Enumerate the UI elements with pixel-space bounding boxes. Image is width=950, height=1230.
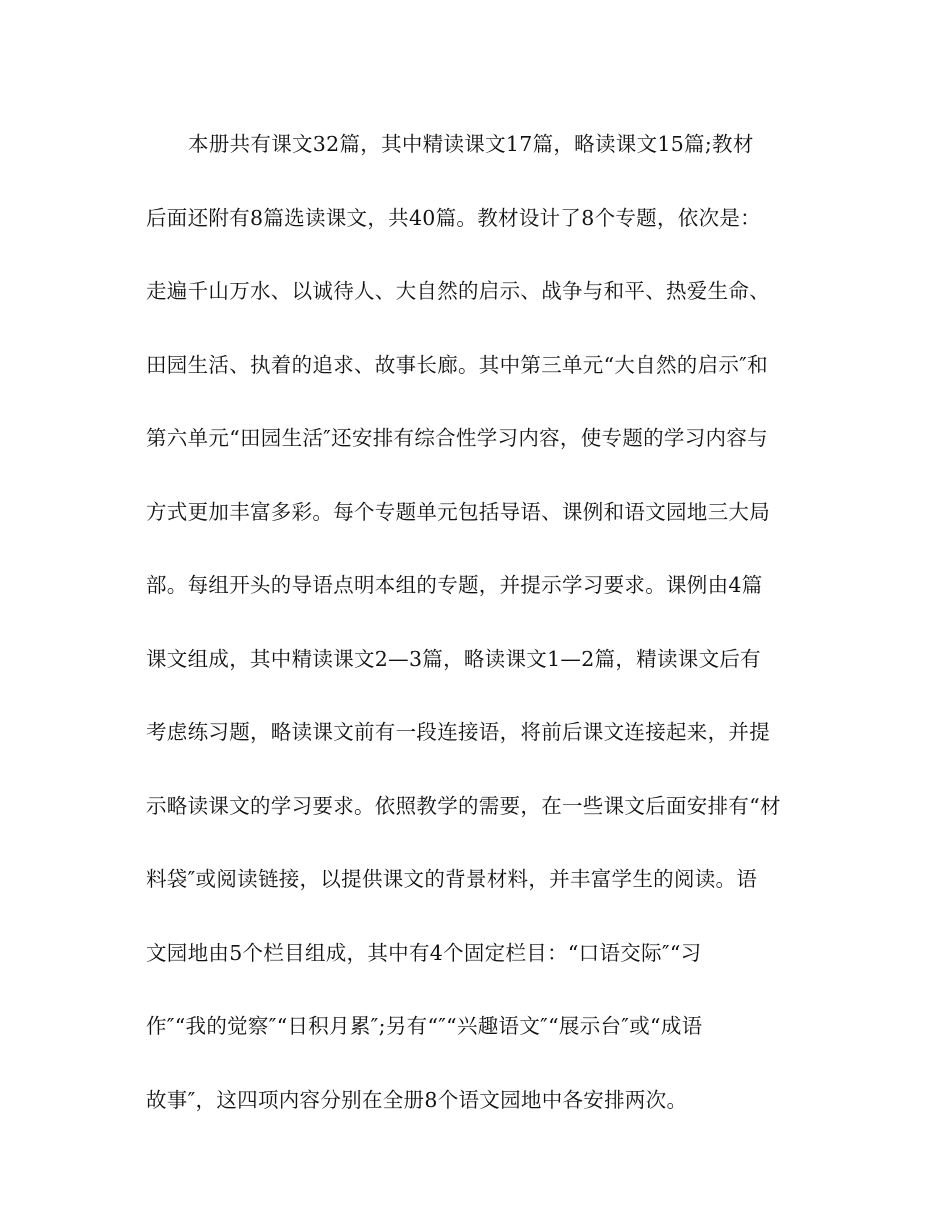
paragraph-line-4: 田园生活、执着的追求、故事长廊。其中第三单元“大自然的启示″和 — [146, 352, 768, 377]
paragraph-line-14: 故事″，这四项内容分别在全册8个语文园地中各安排两次。 — [146, 1087, 688, 1112]
paragraph-line-6: 方式更加丰富多彩。每个专题单元包括导语、课例和语文园地三大局 — [146, 499, 770, 524]
paragraph-line-11: 料袋″或阅读链接，以提供课文的背景材料，并丰富学生的阅读。语 — [146, 867, 758, 891]
paragraph-line-10: 示略读课文的学习要求。依照教学的需要，在一些课文后面安排有“材 — [146, 793, 781, 818]
paragraph-line-13: 作″“我的觉察″“日积月累″;另有“″“兴趣语文″“展示台″或“成语 — [146, 1014, 703, 1038]
paragraph-line-1: 本册共有课文32篇，其中精读课文17篇，略读课文15篇;教材 — [188, 132, 754, 156]
paragraph-line-5: 第六单元“田园生活″还安排有综合性学习内容，使专题的学习内容与 — [146, 426, 768, 450]
paragraph-line-2: 后面还附有8篇选读课文，共40篇。教材设计了8个专题，依次是： — [146, 205, 761, 230]
paragraph-line-3: 走遍千山万水、以诚待人、大自然的启示、战争与和平、热爱生命、 — [146, 279, 770, 303]
paragraph-line-7: 部。每组开头的导语点明本组的专题，并提示学习要求。课例由4篇 — [146, 573, 763, 597]
paragraph-line-8: 课文组成，其中精读课文2—3篇，略读课文1—2篇，精读课文后有 — [146, 646, 761, 671]
paragraph-line-9: 考虑练习题，略读课文前有一段连接语，将前后课文连接起来，并提 — [146, 720, 770, 744]
paragraph-line-12: 文园地由5个栏目组成，其中有4个固定栏目：“口语交际″“习 — [146, 940, 702, 965]
body-paragraph — [146, 124, 811, 1153]
